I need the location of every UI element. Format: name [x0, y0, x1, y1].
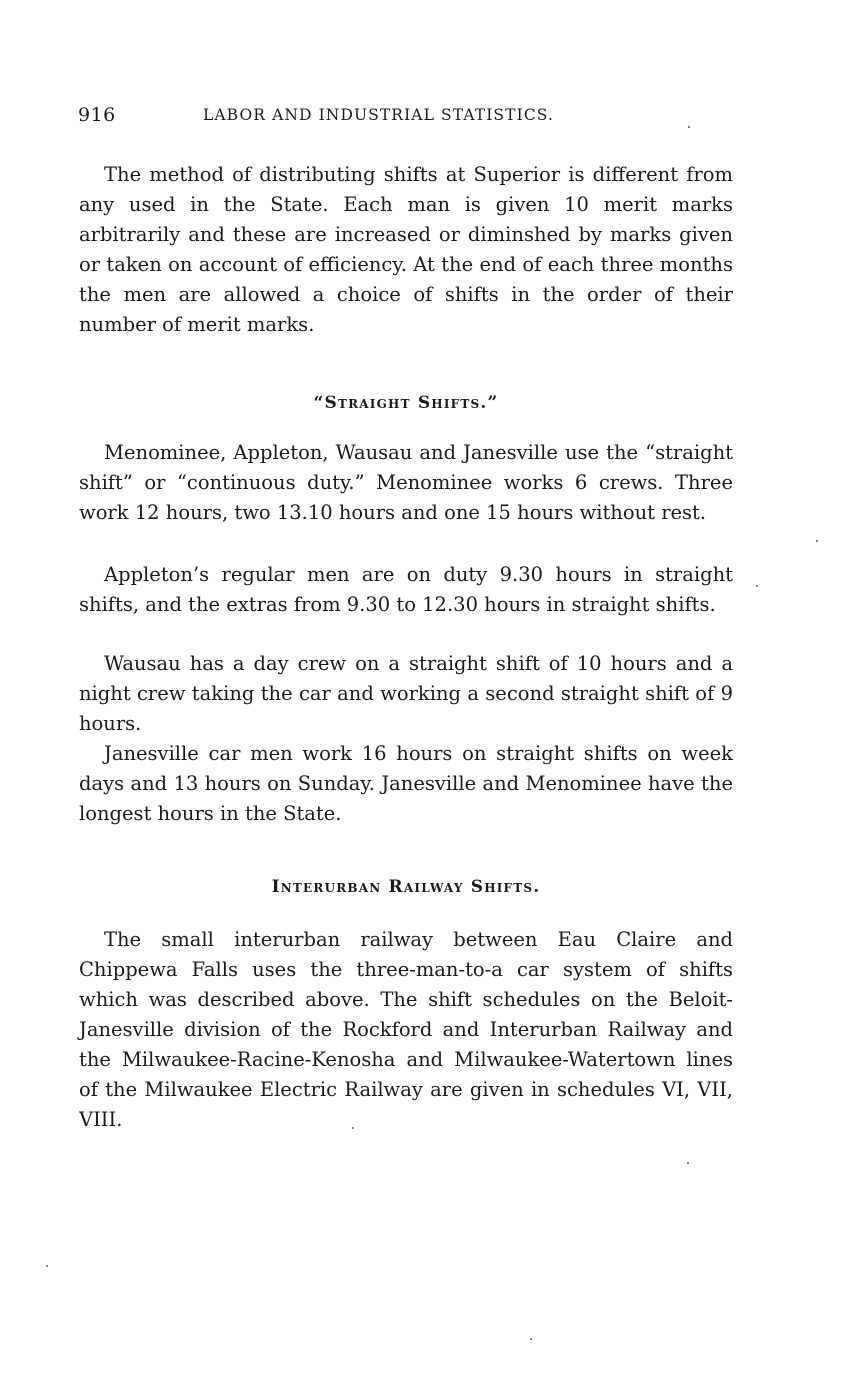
paper-speck: [688, 126, 690, 128]
paper-speck: [530, 1338, 532, 1340]
section-heading-straight-shifts: “Straight Shifts.”: [313, 393, 499, 413]
paragraph-appleton: Appleton’s regular men are on duty 9.30 hours in straight shifts, and the extras from 9.30 to 12.30 hours in straight shifts.: [79, 563, 733, 616]
paragraph-superior-shifts: The method of distributing shifts at Superior is different from any used in the State. Each man is given 10 merit marks arbitrarily and these are increased or diminshed by marks given or taken on account of efficiency. At the end of each three months the men are allowed a choice of shifts in the order of their number of merit marks.: [79, 163, 733, 336]
paper-speck: [687, 1162, 689, 1164]
paragraph-interurban: The small interurban railway between Eau Claire and Chippewa Falls uses the three-man-to-a car system of shifts which was described above. The shift schedules on the Beloit-Janesville division of the Rockford and Interurban Railway and the Milwaukee-Racine-Kenosha and Milwaukee-Watertown lines of the Milwaukee Electric Railway are given in schedules VI, VII, VIII.: [79, 928, 733, 1131]
page-number: 916: [78, 104, 116, 126]
paper-speck: [352, 1127, 354, 1129]
paragraph-menominee: Menominee, Appleton, Wausau and Janesville use the “straight shift” or “continuous duty.” Menominee works 6 crews. Three work 12 hours, two 13.10 hours and one 15 hours without rest.: [79, 441, 733, 524]
paper-speck: [816, 540, 818, 542]
paragraph-janesville: Janesville car men work 16 hours on straight shifts on week days and 13 hours on Sunday. Janesville and Menominee have the longest hours in the State.: [79, 742, 733, 825]
running-head: [78, 104, 734, 130]
section-heading-interurban-shifts: Interurban Railway Shifts.: [271, 877, 541, 897]
paper-speck: [46, 1265, 48, 1267]
paper-speck: [756, 585, 758, 587]
paragraph-wausau: Wausau has a day crew on a straight shift of 10 hours and a night crew taking the car and working a second straight shift of 9 hours.: [79, 652, 733, 735]
running-head-title: LABOR AND INDUSTRIAL STATISTICS.: [203, 106, 554, 124]
